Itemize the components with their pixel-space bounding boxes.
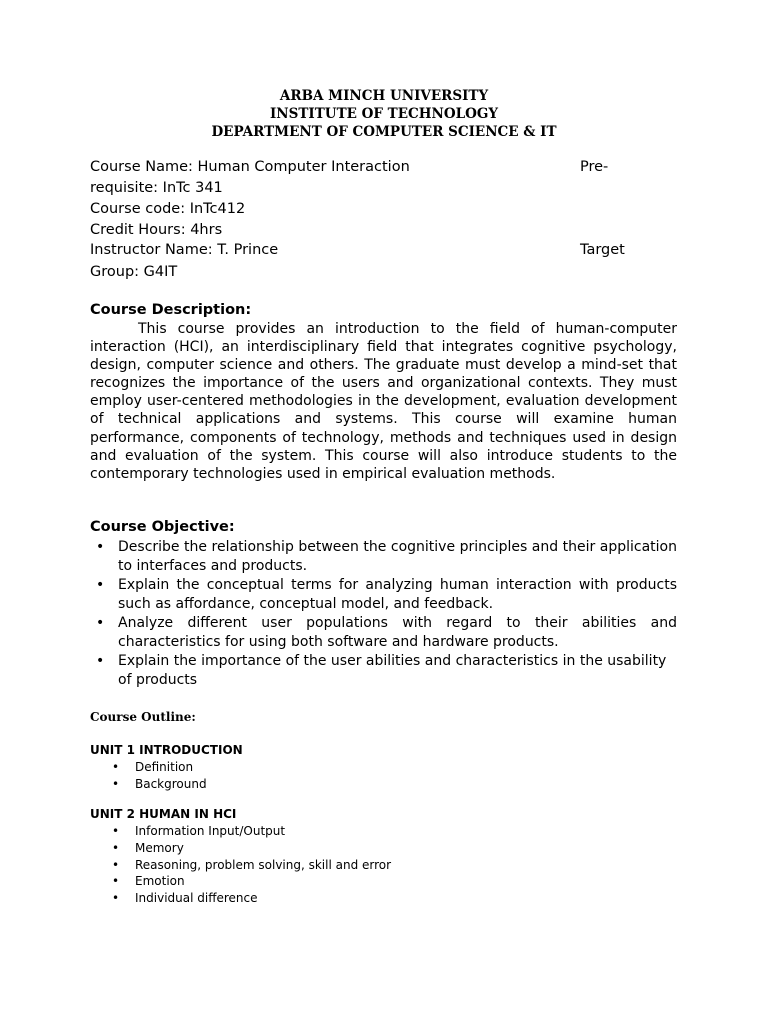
- bullet-icon: •: [96, 653, 105, 669]
- department-name: DEPARTMENT OF COMPUTER SCIENCE & IT: [211, 124, 557, 140]
- bullet-icon: •: [112, 840, 120, 855]
- topic-item: [90, 857, 391, 874]
- objective-list: [90, 538, 677, 690]
- objective-text: Explain the importance of the user abilities and characteristics in the usability of products: [118, 653, 667, 688]
- description-heading: Course Description:: [90, 302, 252, 318]
- description-body: This course provides an introduction to the field of human-computer interaction (HCI), an interdisciplinary field that integrates cognitive psychology, design, computer science and others. The graduate must develop a mind-set that recognizes the importance of the users and organizational contexts. They must employ user-centered methodologies in the development, evaluation development of technical applications and systems. This course will examine human performance, components of technology, methods and techniques used in design and evaluation of the system. This course will also introduce students to the contemporary technologies used in empirical evaluation methods.: [90, 321, 677, 482]
- unit-2-title: UNIT 2 HUMAN IN HCI: [90, 807, 237, 821]
- unit-2-topics: [90, 823, 391, 907]
- prerequisite-value: requisite: InTc 341: [90, 180, 223, 196]
- bullet-icon: •: [96, 539, 105, 555]
- target-group: Group: G4IT: [90, 264, 178, 280]
- topic-item: [90, 776, 207, 793]
- bullet-icon: •: [112, 824, 120, 838]
- credit-hours: Credit Hours: 4hrs: [90, 222, 223, 238]
- topic-item: [90, 890, 391, 907]
- objective-item: [90, 614, 677, 652]
- topic-text: Reasoning, problem solving, skill and error: [135, 857, 392, 872]
- bullet-icon: •: [112, 874, 120, 889]
- outline-heading: Course Outline:: [90, 710, 196, 724]
- bullet-icon: •: [96, 615, 105, 631]
- topic-text: Background: [135, 776, 207, 791]
- course-code: Course code: InTc412: [90, 201, 246, 217]
- objective-heading: Course Objective:: [90, 519, 235, 535]
- unit-1-title: UNIT 1 INTRODUCTION: [90, 743, 243, 757]
- bullet-icon: •: [112, 776, 120, 791]
- topic-item: [90, 759, 207, 776]
- target-label: Target: [580, 242, 625, 258]
- topic-text: Definition: [135, 760, 194, 774]
- topic-item: [90, 873, 391, 890]
- topic-text: Emotion: [135, 874, 185, 889]
- bullet-icon: •: [112, 857, 120, 872]
- bullet-icon: •: [112, 891, 120, 906]
- topic-text: Memory: [135, 840, 184, 855]
- objective-item: [90, 538, 677, 576]
- topic-item: [90, 823, 391, 840]
- unit-1-topics: [90, 759, 207, 793]
- topic-text: Individual difference: [135, 891, 258, 906]
- objective-item: [90, 576, 677, 614]
- university-name: ARBA MINCH UNIVERSITY: [279, 88, 489, 104]
- objective-text: Describe the relationship between the cognitive principles and their application to interfaces and products.: [118, 539, 677, 574]
- bullet-icon: •: [112, 760, 120, 774]
- topic-text: Information Input/Output: [135, 824, 286, 838]
- prerequisite-label: Pre-: [580, 159, 609, 175]
- instructor-name: Instructor Name: T. Prince: [90, 242, 279, 258]
- topic-item: [90, 840, 391, 857]
- course-name: Course Name: Human Computer Interaction: [90, 159, 410, 175]
- objective-text: Analyze different user populations with regard to their abilities and characteristics for using both software and hardware products.: [118, 615, 677, 650]
- institute-name: INSTITUTE OF TECHNOLOGY: [269, 106, 499, 122]
- bullet-icon: •: [96, 577, 105, 593]
- objective-text: Explain the conceptual terms for analyzing human interaction with products such as affordance, conceptual model, and feedback.: [118, 577, 677, 612]
- objective-item: [90, 652, 677, 690]
